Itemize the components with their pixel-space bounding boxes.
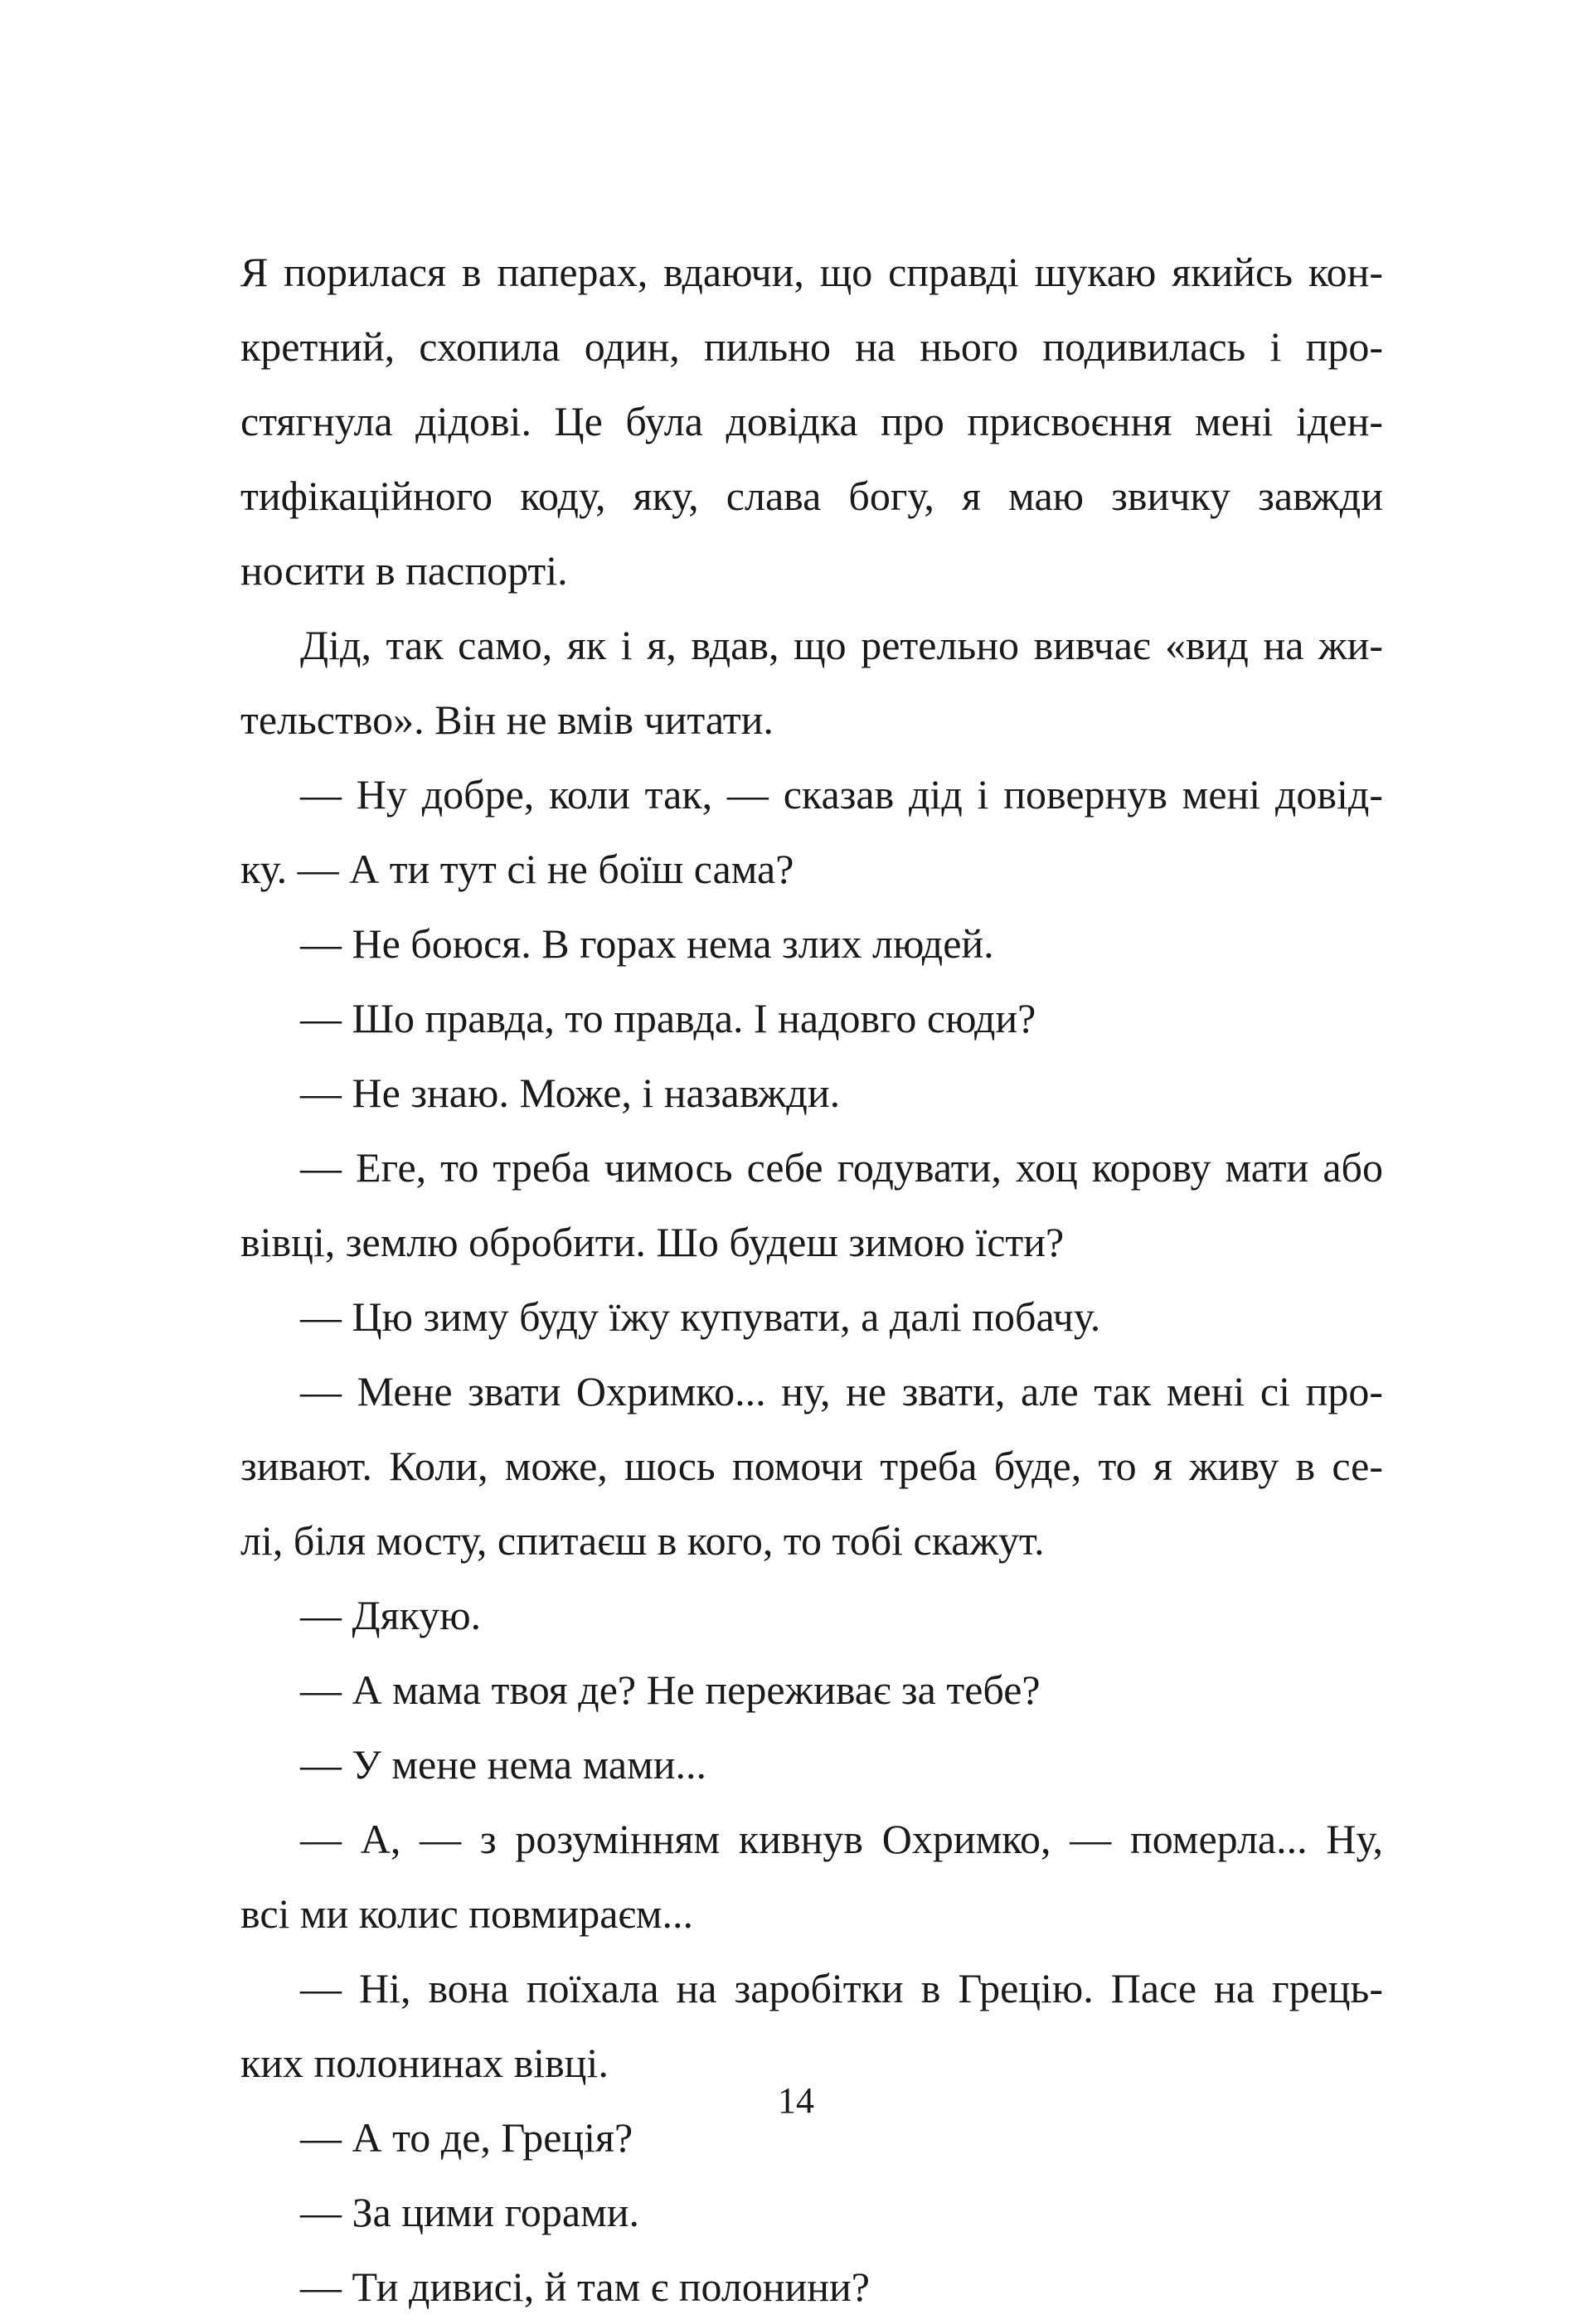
text-line: — А, — з розумінням кивнув Охримко, — померла... Ну, [300, 1816, 1383, 1862]
text-line: стягнула дідові. Це була довідка про присвоєння мені іден- [240, 398, 1383, 444]
text-line: — Шо правда, то правда. І надовго сюди? [300, 995, 1036, 1041]
page-body [240, 235, 1383, 2324]
text-line: — Цю зиму буду їжу купувати, а далі побачу. [300, 1293, 1101, 1340]
page-number: 14 [778, 2080, 814, 2121]
text-line: Я порилася в паперах, вдаючи, що справді шукаю якийсь кон- [240, 249, 1383, 295]
text-line: всі ми колис повмираєм... [240, 1890, 693, 1937]
text-line: Дід, так само, як і я, вдав, що ретельно вивчає «вид на жи- [300, 622, 1383, 668]
text-line: — Мене звати Охримко... ну, не звати, але так мені сі про- [300, 1368, 1383, 1414]
text-line: зивают. Коли, може, шось помочи треба буде, то я живу в се- [240, 1443, 1383, 1489]
text-line: кретний, схопила один, пильно на нього подивилась і про- [240, 323, 1383, 370]
text-line: — А мама твоя де? Не переживає за тебе? [300, 1667, 1041, 1713]
text-line: лі, біля мосту, спитаєш в кого, то тобі скажут. [240, 1517, 1045, 1564]
text-line: — Не боюся. В горах нема злих людей. [300, 920, 994, 967]
text-line: — Не знаю. Може, і назавжди. [300, 1070, 841, 1116]
text-line: — За цими горами. [300, 2189, 640, 2235]
text-line: — Еге, то треба чимось себе годувати, хоц корову мати або [300, 1144, 1383, 1191]
text-line: — У мене нема мами... [300, 1741, 707, 1788]
text-line: — Ні, вона поїхала на заробітки в Грецію. Пасе на грець- [300, 1965, 1383, 2011]
text-line: — Дякую. [300, 1592, 482, 1638]
text-line: носити в паспорті. [240, 547, 568, 594]
text-line: тельство». Він не вмів читати. [240, 696, 774, 743]
text-line: тифікаційного коду, яку, слава богу, я маю звичку завжди [240, 473, 1383, 519]
text-line: — Ти дивисі, й там є полонини? [300, 2263, 870, 2310]
text-line: ку. — А ти тут сі не боїш сама? [240, 846, 794, 892]
text-line: ких полонинах вівці. [240, 2040, 609, 2086]
text-line: вівці, землю обробити. Шо будеш зимою їсти? [240, 1219, 1065, 1265]
text-line: — А то де, Греція? [300, 2114, 633, 2161]
text-line: — Ну добре, коли так, — сказав дід і повернув мені довід- [300, 771, 1383, 818]
